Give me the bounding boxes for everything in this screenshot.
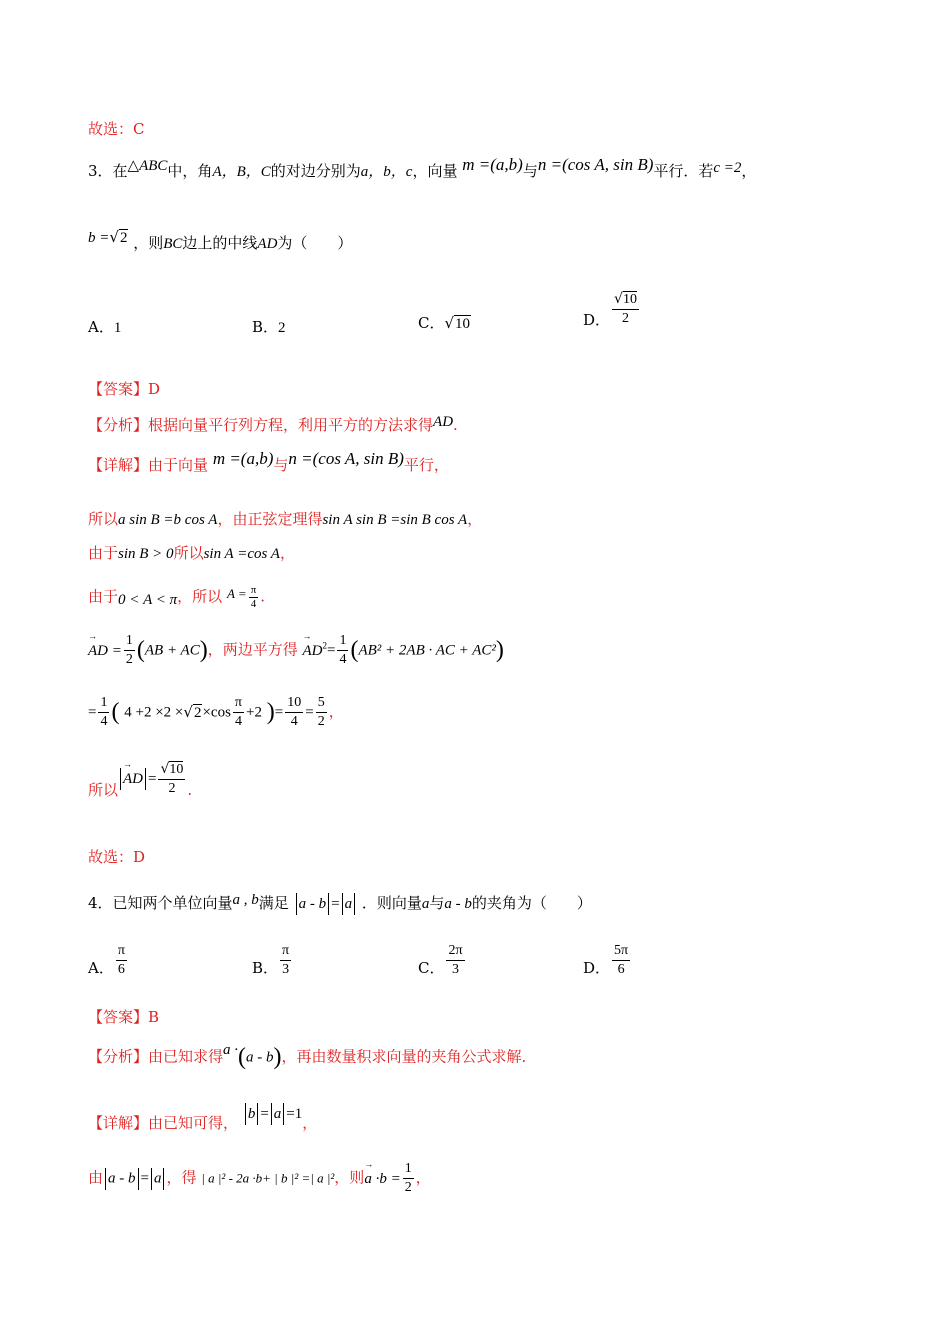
q3-step5-cos-frac bbox=[233, 694, 244, 731]
q4-detail-text: 由已知可得， bbox=[148, 1114, 239, 1132]
q3-step5-f1 bbox=[285, 694, 303, 731]
q4-abs-eq: = bbox=[331, 896, 340, 912]
q4-detail-tag: 【详解】 bbox=[88, 1114, 149, 1132]
q4-option-a bbox=[88, 942, 129, 979]
q3-step4-frac2 bbox=[337, 632, 348, 669]
q4-detail-end: ， bbox=[302, 1114, 318, 1132]
q3-step5-body-b: ×cos bbox=[202, 704, 231, 721]
q4-option-d bbox=[583, 942, 632, 979]
q3-detail-parallel: 平行， bbox=[403, 456, 449, 474]
q4-option-b-den: 3 bbox=[282, 962, 290, 977]
q3-analysis-end: . bbox=[453, 416, 458, 434]
q4-option-d-num: 5π bbox=[612, 942, 630, 961]
q4-stem-e: 的夹角为（ ） bbox=[471, 894, 592, 912]
q3-step4-paren2: AB² + 2AB · AC + AC² bbox=[358, 642, 496, 659]
q4-detail-a: a bbox=[273, 1106, 282, 1122]
q3-step5-cos-num: π bbox=[233, 694, 244, 713]
q4-step1-c: ，则 bbox=[334, 1168, 365, 1187]
q4-stem bbox=[88, 892, 592, 915]
q4-step1-eq: = bbox=[140, 1170, 149, 1187]
q4-option-d-label: D． bbox=[583, 958, 611, 977]
q4-option-d-den: 6 bbox=[617, 962, 625, 977]
q4-option-a-den: 6 bbox=[117, 962, 125, 977]
q3-option-d-den: 2 bbox=[621, 311, 629, 326]
q3-step6-den: 2 bbox=[168, 781, 176, 796]
q4-detail bbox=[88, 1102, 318, 1132]
q4-option-a-frac bbox=[116, 942, 127, 979]
q3-option-a-value: 1 bbox=[113, 320, 122, 336]
q3-step4-paren: AB + AC bbox=[144, 642, 200, 659]
q4-step1-frac bbox=[403, 1160, 414, 1197]
q4-option-a-num: π bbox=[116, 942, 127, 961]
q3-step6 bbox=[88, 760, 192, 798]
q4-abs2: a bbox=[344, 896, 353, 912]
q3-analysis bbox=[88, 414, 458, 435]
q4-option-b-frac bbox=[280, 942, 291, 979]
q3-step6-abs: → AD bbox=[123, 771, 143, 788]
q4-step1-end: ， bbox=[415, 1168, 431, 1187]
q3-bc: BC bbox=[163, 236, 183, 252]
q3-step4-frac bbox=[124, 632, 135, 669]
q3-analysis-tag: 【分析】 bbox=[88, 416, 149, 434]
q3-option-d-num: 10 bbox=[622, 292, 637, 307]
q3-option-d-frac bbox=[612, 290, 639, 328]
q3-step6-eq: = bbox=[148, 771, 157, 787]
q3-stem-e: 与 bbox=[522, 162, 538, 180]
q3-step4-den2: 4 bbox=[339, 652, 347, 667]
q3-final: 故选：D bbox=[88, 848, 146, 866]
q3-option-c-sqrt: √10 bbox=[444, 314, 471, 332]
q3-step1 bbox=[88, 508, 482, 529]
q3-vec-m: m =(a,b) bbox=[462, 155, 523, 174]
q3-step4-eq: = bbox=[327, 642, 336, 659]
q3-step5-eq: = bbox=[88, 704, 97, 721]
q4-step1-a: 由 bbox=[88, 1168, 104, 1187]
q4-step1-den: 2 bbox=[404, 1180, 412, 1195]
q4-answer: 【答案】B bbox=[88, 1008, 160, 1026]
q4-analysis-expr-b: a - b bbox=[246, 1049, 274, 1066]
q4-detail-one: =1 bbox=[286, 1106, 303, 1122]
q3-step5-body-c: +2 bbox=[246, 704, 262, 721]
q3-step1-c: ， bbox=[467, 510, 483, 528]
q4-vamb: a - b bbox=[444, 896, 472, 912]
q3-step5-eq2: = bbox=[274, 704, 284, 721]
q4-option-c-den: 3 bbox=[452, 962, 460, 977]
q3-step3-lhs: A = bbox=[226, 585, 247, 601]
q3-step2-b: 所以 bbox=[173, 544, 204, 562]
q4-analysis-b: ，再由数量积求向量的夹角公式求解． bbox=[281, 1047, 537, 1066]
q3-stem-h: 边上的中线 bbox=[182, 234, 258, 252]
q3-detail-tag: 【详解】 bbox=[88, 456, 149, 474]
q3-step5-num: 1 bbox=[98, 694, 109, 713]
q3-step1-eq2: sin A sin B =sin B cos A bbox=[322, 512, 468, 528]
q4-stem-d: 与 bbox=[429, 894, 445, 912]
q3-step1-b: ，由正弦定理得 bbox=[217, 510, 323, 528]
q3-step5: = $\frac{1}{4}$ ( 4 +2 ×2 ×√2×cos $\frac{\pi}{4}$ +2 )= $\frac{10}{4}$ = $\frac{5}{2}$ ， bbox=[88, 695, 344, 729]
q3-option-d bbox=[583, 290, 641, 328]
q3-step6-num-wrap: √10 bbox=[158, 760, 185, 780]
q3-step3-c: . bbox=[260, 587, 266, 606]
q3-stem-d: ，向量 bbox=[412, 162, 458, 180]
q3-step5-f2-den: 2 bbox=[317, 714, 325, 729]
q3-analysis-text: 根据向量平行列方程，利用平方的方法求得 bbox=[148, 416, 434, 434]
q4-option-c-frac bbox=[446, 942, 464, 979]
q3-step2-eq: sin B > 0 bbox=[118, 546, 174, 562]
q3-analysis-ad: AD bbox=[433, 414, 454, 430]
q3-step1-eq: a sin B =b cos A bbox=[118, 512, 218, 528]
q3-step2-c: ， bbox=[279, 544, 295, 562]
q4-step1 bbox=[88, 1160, 431, 1197]
q3-step2-a: 由于 bbox=[88, 544, 119, 562]
q3-step2-eq2: sin A =cos A bbox=[203, 546, 280, 562]
q4-step1-b: ，得 bbox=[166, 1168, 197, 1187]
q4-va: a bbox=[421, 896, 430, 912]
q4-step1-abs: a - b bbox=[108, 1170, 136, 1187]
q3-detail-line bbox=[88, 449, 449, 475]
q3-stem-c: 的对边分别为 bbox=[270, 162, 361, 180]
q3-step5-end: ， bbox=[328, 702, 344, 721]
q3-vec-n: n =(cos A, sin B) bbox=[537, 155, 654, 174]
q3-option-b-label: B． bbox=[252, 318, 279, 336]
q3-detail-text: 由于向量 bbox=[148, 456, 209, 474]
q3-step5-den: 4 bbox=[100, 714, 108, 729]
q4-option-b-label: B． bbox=[252, 958, 279, 977]
q3-comma: ， bbox=[741, 162, 757, 180]
q4-option-d-frac bbox=[612, 942, 630, 979]
q4-option-b bbox=[252, 942, 293, 979]
q4-stem-a: 4．已知两个单位向量 bbox=[88, 894, 233, 912]
q3-step3-num: π bbox=[250, 584, 257, 596]
q4-detail-eq: = bbox=[260, 1106, 269, 1122]
q3-detail-and: 与 bbox=[273, 456, 289, 474]
q3-cond-b-rad: 2 bbox=[119, 230, 128, 246]
q3-stem-b: 中，角 bbox=[167, 162, 213, 180]
q3-option-a-label: A． bbox=[88, 318, 114, 336]
q3-ad: AD bbox=[257, 236, 278, 252]
q3-option-c-rad: 10 bbox=[455, 316, 471, 332]
q3-step4-sq: 2 bbox=[322, 640, 328, 651]
q3-step5-frac bbox=[98, 694, 109, 731]
q3-cond-b-sqrt: √2 bbox=[109, 228, 128, 246]
q3-step4-lhs: → AD = bbox=[88, 643, 122, 660]
q3-step5-rad: 2 bbox=[193, 704, 202, 721]
q3-option-b bbox=[252, 316, 286, 337]
q4-abs1: a - b bbox=[298, 896, 327, 912]
q4-option-c bbox=[418, 942, 467, 979]
q3-option-c bbox=[418, 312, 471, 333]
q3-stem-i: 为（ ） bbox=[277, 234, 353, 252]
q4-option-c-label: C． bbox=[418, 958, 445, 977]
q3-option-a bbox=[88, 316, 121, 337]
q3-cond-b: b = bbox=[88, 230, 110, 246]
q3-stem-vars: A，B，C bbox=[212, 164, 271, 180]
q4-analysis-a: 由已知求得 bbox=[148, 1047, 224, 1066]
q3-option-c-label: C． bbox=[418, 314, 445, 332]
q4-analysis-tag: 【分析】 bbox=[88, 1047, 149, 1066]
q3-stem-line2 bbox=[88, 228, 353, 253]
q4-step1-lhs: → a ·b = bbox=[364, 1171, 400, 1188]
q4-stem-c: ．则向量 bbox=[361, 894, 422, 912]
q3-stem-line1 bbox=[88, 155, 757, 181]
q3-step5-f1-den: 4 bbox=[290, 714, 298, 729]
q3-stem-f: 平行．若 bbox=[653, 162, 714, 180]
q3-step4-num: 1 bbox=[124, 632, 135, 651]
q3-step6-frac bbox=[158, 760, 185, 798]
q4-option-c-num: 2π bbox=[446, 942, 464, 961]
q3-step6-end: . bbox=[187, 781, 193, 799]
q3-step5-f2-num: 5 bbox=[316, 694, 327, 713]
q4-option-b-num: π bbox=[280, 942, 291, 961]
q3-option-b-value: 2 bbox=[278, 320, 286, 336]
q3-step4-num2: 1 bbox=[337, 632, 348, 651]
q3-step1-a: 所以 bbox=[88, 510, 119, 528]
q3-stem-sides: a，b，c bbox=[360, 164, 413, 180]
q3-step3-den: 4 bbox=[250, 598, 257, 610]
q4-ab: a , b bbox=[232, 892, 259, 908]
q4-stem-b: 满足 bbox=[258, 894, 289, 912]
q3-step4-lhs2: → AD bbox=[303, 643, 323, 660]
q3-step6-num: 10 bbox=[169, 762, 184, 777]
q3-option-d-label: D． bbox=[583, 311, 611, 329]
q4-analysis: 【分析】由已知求得a ·(a - b)，再由数量积求向量的夹角公式求解． bbox=[88, 1041, 537, 1070]
q3-step3-eq: 0 < A < π bbox=[118, 591, 178, 608]
q4-option-a-label: A． bbox=[88, 958, 114, 977]
q3-step4-mid: ，两边平方得 bbox=[207, 640, 298, 659]
q4-step1-abs2: a bbox=[153, 1170, 162, 1187]
q3-cond-c: c =2 bbox=[713, 160, 742, 176]
q2-answer-line: 故选：C bbox=[88, 120, 145, 138]
q3-step5-f1-num: 10 bbox=[285, 694, 303, 713]
q3-answer: 【答案】D bbox=[88, 380, 161, 398]
q4-analysis-expr-a: a · bbox=[223, 1041, 239, 1058]
q3-step3-b: ，所以 bbox=[177, 587, 223, 606]
q4-step1-num: 1 bbox=[403, 1160, 414, 1179]
q3-step4-den: 2 bbox=[125, 652, 133, 667]
q3-stem-g: ，则 bbox=[133, 234, 164, 252]
q3-step3 bbox=[88, 584, 265, 611]
q3-detail-vec-m: m =(a,b) bbox=[212, 449, 274, 468]
q3-option-d-num-wrap: √10 bbox=[612, 290, 639, 310]
q3-detail-vec-n: n =(cos A, sin B) bbox=[288, 449, 404, 468]
q3-step4: → AD = $\frac{1}{2}$ (AB + AC)，两边平方得 → $AD^2=$ $\frac{1}{4}$ (AB² + 2AB · AC + AC²) bbox=[88, 632, 504, 669]
q3-step5-cos-den: 4 bbox=[234, 714, 242, 729]
q4-step1-expr: | a |² - 2a ·b+ | b |² =| a |² bbox=[201, 1170, 335, 1186]
q3-step3-a: 由于 bbox=[88, 587, 119, 606]
q3-step3-frac bbox=[249, 584, 259, 611]
q3-step5-body-a: 4 +2 ×2 × bbox=[124, 704, 184, 721]
q3-stem-a: 3．在 bbox=[88, 162, 128, 180]
q3-step5-sqrt: √2 bbox=[183, 702, 202, 721]
q3-triangle: △ABC bbox=[127, 158, 168, 174]
q3-step5-eq3: = bbox=[305, 704, 314, 721]
q3-step6-a: 所以 bbox=[88, 781, 119, 799]
q3-step5-f2 bbox=[316, 694, 327, 731]
q4-detail-b: b bbox=[247, 1106, 256, 1122]
q3-step2 bbox=[88, 542, 295, 563]
